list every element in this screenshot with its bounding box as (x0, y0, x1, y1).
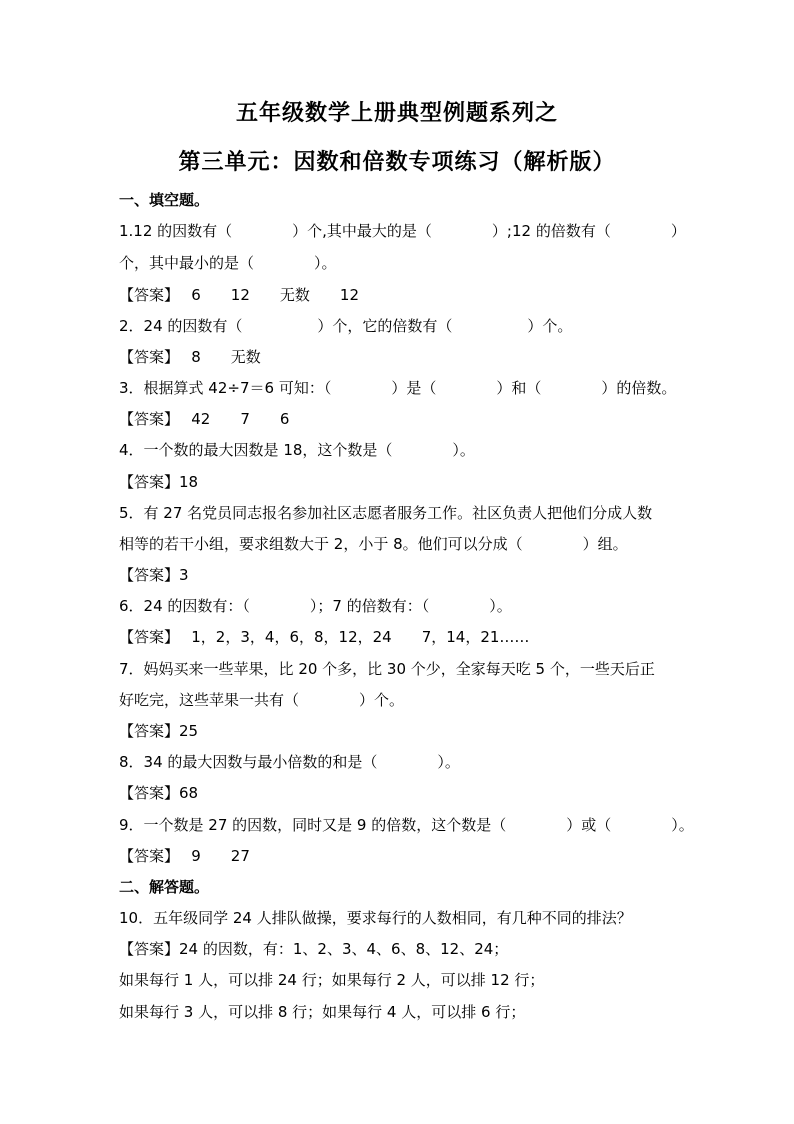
question-7-line-2: 好吃完，这些苹果一共有（ ）个。 (119, 691, 405, 709)
question-2: 2．24 的因数有（ ）个，它的倍数有（ ）个。 (119, 317, 573, 335)
answer-8: 【答案】68 (119, 784, 199, 802)
question-9: 9．一个数是 27 的因数，同时又是 9 的倍数，这个数是（ ）或（ ）。 (119, 816, 694, 834)
question-1-line-1: 1.12 的因数有（ ）个,其中最大的是（ ）;12 的倍数有（ ） (119, 222, 686, 240)
question-5-line-2: 相等的若干小组，要求组数大于 2，小于 8。他们可以分成（ ）组。 (119, 535, 628, 553)
answer-4: 【答案】18 (119, 473, 199, 491)
question-5-line-1: 5．有 27 名党员同志报名参加社区志愿者服务工作。社区负责人把他们分成人数 (119, 504, 653, 522)
answer-5: 【答案】3 (119, 566, 189, 584)
document-subtitle: 第三单元：因数和倍数专项练习（解析版） (178, 150, 616, 175)
question-8: 8．34 的最大因数与最小倍数的和是（ ）。 (119, 753, 460, 771)
answer-2: 【答案】 8 无数 (119, 348, 261, 366)
question-7-line-1: 7．妈妈买来一些苹果，比 20 个多，比 30 个少，全家每天吃 5 个，一些天后正 (119, 660, 655, 678)
question-1-line-2: 个，其中最小的是（ ）。 (119, 254, 337, 272)
answer-9: 【答案】 9 27 (119, 847, 250, 865)
section-heading-solve: 二、解答题。 (119, 878, 210, 896)
document-title: 五年级数学上册典型例题系列之 (235, 101, 558, 126)
answer-3: 【答案】 42 7 6 (119, 410, 290, 428)
answer-10-line-3: 如果每行 3 人，可以排 8 行；如果每行 4 人，可以排 6 行； (119, 1003, 526, 1021)
question-3: 3．根据算式 42÷7＝6 可知：（ ）是（ ）和（ ）的倍数。 (119, 379, 677, 397)
question-10: 10．五年级同学 24 人排队做操，要求每行的人数相同，有几种不同的排法？ (119, 909, 632, 927)
answer-7: 【答案】25 (119, 722, 199, 740)
section-heading-fill-blank: 一、填空题。 (119, 191, 210, 209)
question-4: 4．一个数的最大因数是 18，这个数是（ ）。 (119, 441, 475, 459)
answer-1: 【答案】 6 12 无数 12 (119, 286, 359, 304)
answer-10-line-1: 【答案】24 的因数，有：1、2、3、4、6、8、12、24； (119, 940, 509, 958)
answer-6: 【答案】 1，2，3，4，6，8，12，24 7，14，21…… (119, 628, 530, 646)
answer-10-line-2: 如果每行 1 人，可以排 24 行；如果每行 2 人，可以排 12 行； (119, 971, 545, 989)
question-6: 6．24 的因数有：（ ）；7 的倍数有：（ ）。 (119, 597, 512, 615)
